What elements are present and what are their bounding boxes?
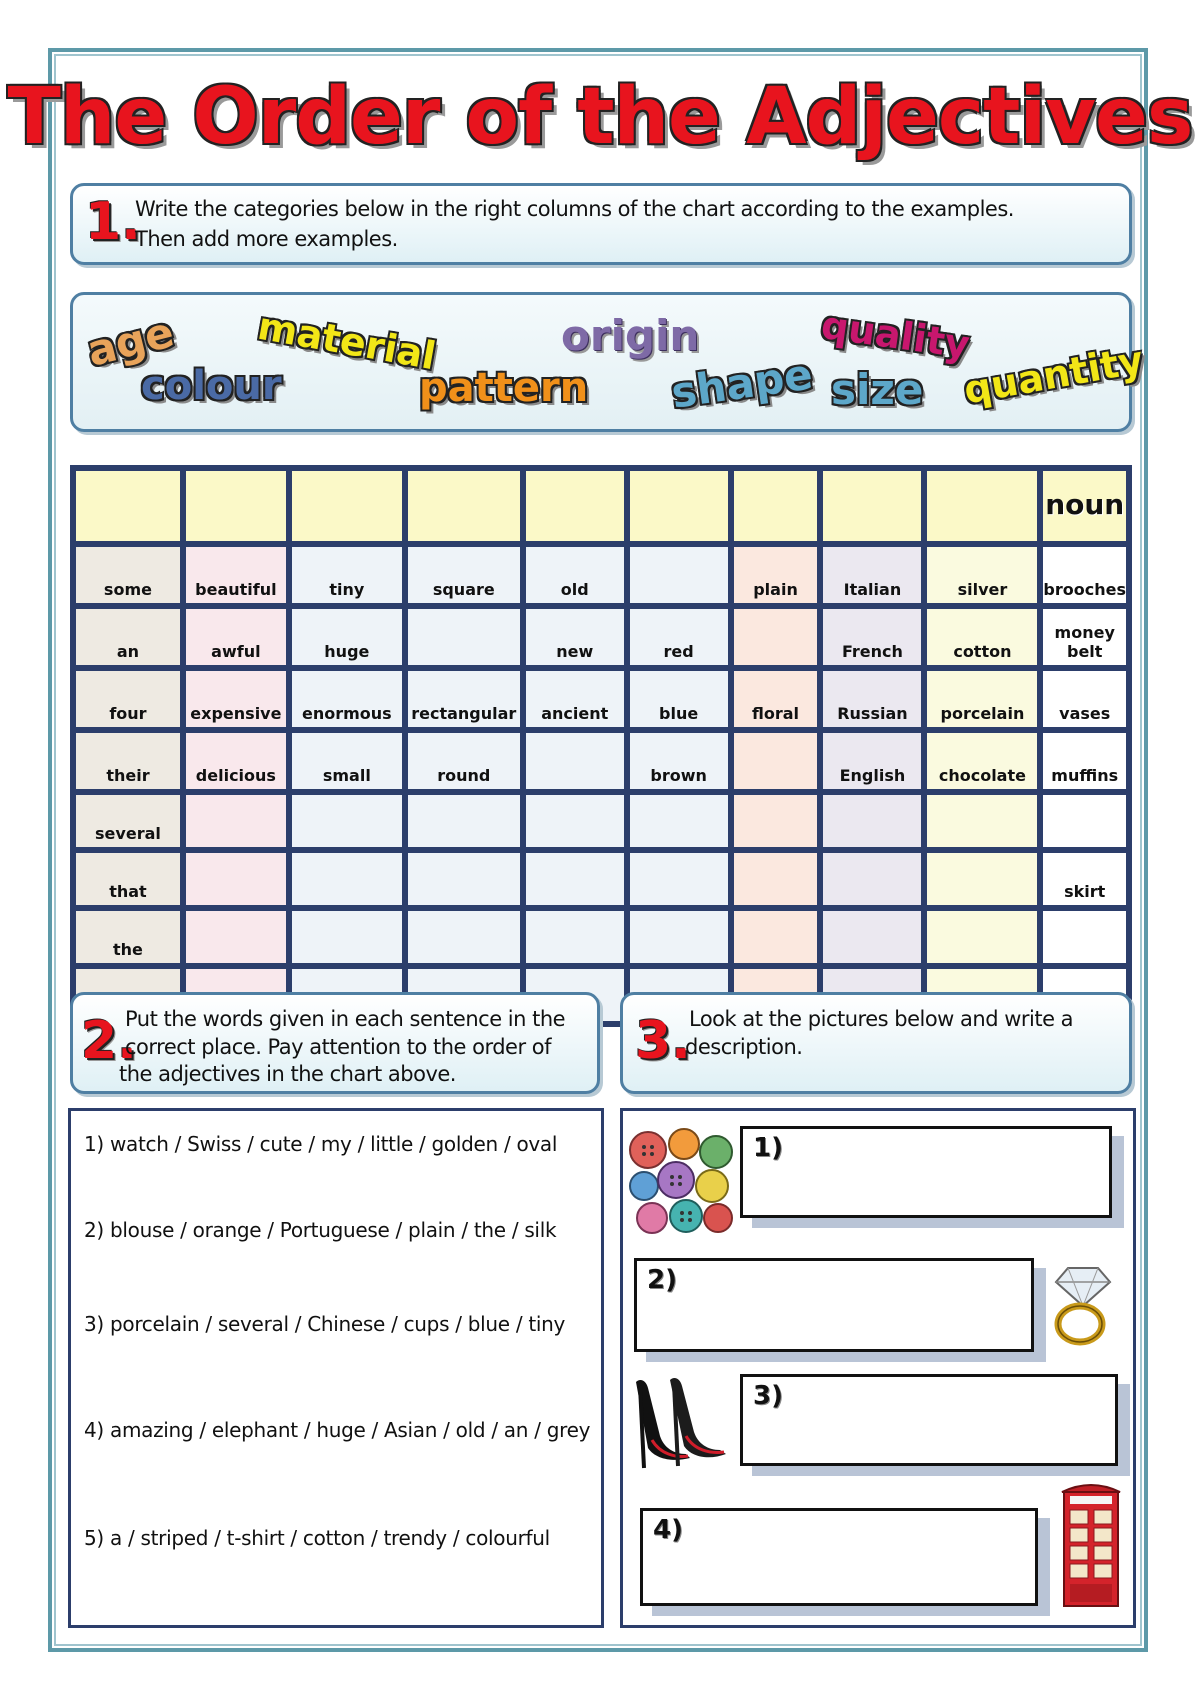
header-cell-empty[interactable]	[405, 468, 523, 544]
adjective-cell[interactable]	[523, 792, 627, 850]
section3-line2: description.	[685, 1035, 803, 1059]
adjective-cell: blue	[627, 668, 731, 730]
adjective-cell[interactable]	[289, 908, 405, 966]
header-cell-empty[interactable]	[924, 468, 1040, 544]
adjective-cell[interactable]	[405, 606, 523, 668]
noun-cell: money belt	[1040, 606, 1129, 668]
section1-number: 1.	[85, 192, 141, 252]
adjective-cell: beautiful	[183, 544, 289, 606]
adjective-cell[interactable]	[731, 792, 821, 850]
category-shape: shape	[668, 349, 816, 418]
header-cell-empty[interactable]	[289, 468, 405, 544]
adjective-cell: enormous	[289, 668, 405, 730]
adjective-cell: floral	[731, 668, 821, 730]
adjective-cell[interactable]	[523, 730, 627, 792]
adjective-cell: expensive	[183, 668, 289, 730]
category-material: material	[254, 303, 440, 379]
adjective-cell[interactable]	[924, 908, 1040, 966]
noun-cell: brooches	[1040, 544, 1129, 606]
adjective-cell[interactable]	[627, 792, 731, 850]
section1-line1: Write the categories below in the right columns of the chart according to the examples.	[135, 197, 1014, 221]
sentence-5: 5) a / striped / t-shirt / cotton / trendy / colourful	[84, 1526, 550, 1550]
section1-panel	[70, 183, 1132, 265]
adjective-cell: huge	[289, 606, 405, 668]
chart-row	[73, 850, 1129, 908]
diamond-ring-image	[1046, 1262, 1120, 1348]
category-origin: origin	[561, 311, 700, 360]
sentence-4: 4) amazing / elephant / huge / Asian / old / an / grey	[84, 1418, 591, 1442]
sentence-2: 2) blouse / orange / Portuguese / plain / the / silk	[84, 1218, 557, 1242]
section1-line2: Then add more examples.	[135, 227, 398, 251]
adjective-cell: round	[405, 730, 523, 792]
determiner-cell: some	[73, 544, 183, 606]
section2-line1: Put the words given in each sentence in the	[125, 1007, 566, 1031]
adjective-cell[interactable]	[183, 850, 289, 908]
chart-header-row	[73, 468, 1129, 544]
noun-cell[interactable]	[1040, 792, 1129, 850]
adjective-cell: red	[627, 606, 731, 668]
phone-box-image	[1058, 1480, 1124, 1608]
header-cell-empty[interactable]	[523, 468, 627, 544]
adjective-cell[interactable]	[820, 850, 924, 908]
chart-row	[73, 606, 1129, 668]
description-box-2-number: 2)	[647, 1265, 677, 1295]
category-quantity: quantity	[960, 337, 1147, 413]
adjective-cell[interactable]	[183, 792, 289, 850]
adjective-cell: delicious	[183, 730, 289, 792]
chart-row	[73, 668, 1129, 730]
determiner-cell: several	[73, 792, 183, 850]
section2-panel	[70, 992, 600, 1094]
section2-line3: the adjectives in the chart above.	[119, 1062, 456, 1086]
adjective-cell: Italian	[820, 544, 924, 606]
page-title: The Order of the Adjectives	[7, 72, 1193, 162]
determiner-cell: that	[73, 850, 183, 908]
adjective-cell: chocolate	[924, 730, 1040, 792]
noun-cell: muffins	[1040, 730, 1129, 792]
adjective-cell: Russian	[820, 668, 924, 730]
category-age: age	[82, 307, 179, 376]
adjective-cell[interactable]	[731, 606, 821, 668]
description-box-1[interactable]	[740, 1126, 1112, 1218]
adjective-cell[interactable]	[820, 908, 924, 966]
category-bank	[70, 292, 1147, 432]
sentences-box	[68, 1108, 604, 1628]
adjective-cell[interactable]	[523, 850, 627, 908]
section2-line2: correct place. Pay attention to the order of	[125, 1035, 552, 1059]
header-cell-empty[interactable]	[627, 468, 731, 544]
section3-number: 3.	[635, 1011, 691, 1071]
header-cell-empty[interactable]	[731, 468, 821, 544]
adjective-cell: ancient	[523, 668, 627, 730]
adjective-order-chart	[70, 465, 1132, 1027]
adjective-cell: square	[405, 544, 523, 606]
adjective-cell[interactable]	[627, 850, 731, 908]
sentence-3: 3) porcelain / several / Chinese / cups / blue / tiny	[84, 1312, 566, 1336]
adjective-cell: tiny	[289, 544, 405, 606]
adjective-cell[interactable]	[820, 792, 924, 850]
determiner-cell: their	[73, 730, 183, 792]
chart-row	[73, 908, 1129, 966]
adjective-cell: plain	[731, 544, 821, 606]
adjective-cell[interactable]	[731, 908, 821, 966]
description-box-2[interactable]	[634, 1258, 1034, 1352]
header-cell-empty[interactable]	[183, 468, 289, 544]
adjective-cell: porcelain	[924, 668, 1040, 730]
determiner-cell: four	[73, 668, 183, 730]
adjective-cell[interactable]	[289, 850, 405, 908]
adjective-cell[interactable]	[405, 850, 523, 908]
adjective-cell[interactable]	[405, 792, 523, 850]
adjective-cell: English	[820, 730, 924, 792]
noun-cell: vases	[1040, 668, 1129, 730]
section3-panel	[620, 992, 1132, 1094]
adjective-cell[interactable]	[405, 908, 523, 966]
adjective-cell[interactable]	[523, 908, 627, 966]
category-size: size	[831, 365, 924, 414]
buttons-image	[628, 1128, 734, 1234]
chart-row	[73, 544, 1129, 606]
category-quality: quality	[818, 302, 973, 368]
adjective-cell: cotton	[924, 606, 1040, 668]
section2-number: 2.	[81, 1011, 137, 1071]
determiner-cell: the	[73, 908, 183, 966]
adjective-cell[interactable]	[924, 850, 1040, 908]
header-cell-noun: noun	[1040, 468, 1129, 544]
noun-cell: skirt	[1040, 850, 1129, 908]
description-box-4-number: 4)	[653, 1515, 683, 1545]
adjective-cell: old	[523, 544, 627, 606]
header-cell-empty[interactable]	[73, 468, 183, 544]
description-box-4[interactable]	[640, 1508, 1038, 1606]
description-box-3[interactable]	[740, 1374, 1118, 1466]
category-colour: colour	[141, 363, 282, 409]
adjective-cell[interactable]	[924, 792, 1040, 850]
high-heels-image	[630, 1374, 734, 1472]
adjective-cell: awful	[183, 606, 289, 668]
adjective-cell[interactable]	[183, 908, 289, 966]
adjective-cell: small	[289, 730, 405, 792]
adjective-cell: silver	[924, 544, 1040, 606]
sentence-1: 1) watch / Swiss / cute / my / little / golden / oval	[84, 1132, 558, 1156]
chart-row	[73, 730, 1129, 792]
adjective-cell: brown	[627, 730, 731, 792]
adjective-cell[interactable]	[289, 792, 405, 850]
determiner-cell: an	[73, 606, 183, 668]
noun-cell[interactable]	[1040, 908, 1129, 966]
description-box-1-number: 1)	[753, 1133, 783, 1163]
adjective-cell[interactable]	[627, 908, 731, 966]
header-cell-empty[interactable]	[820, 468, 924, 544]
adjective-cell: new	[523, 606, 627, 668]
chart-row	[73, 792, 1129, 850]
adjective-cell[interactable]	[731, 850, 821, 908]
section3-line1: Look at the pictures below and write a	[689, 1007, 1074, 1031]
adjective-cell[interactable]	[627, 544, 731, 606]
adjective-cell: rectangular	[405, 668, 523, 730]
adjective-cell[interactable]	[731, 730, 821, 792]
description-box-3-number: 3)	[753, 1381, 783, 1411]
adjective-cell: French	[820, 606, 924, 668]
category-pattern: pattern	[419, 365, 589, 411]
